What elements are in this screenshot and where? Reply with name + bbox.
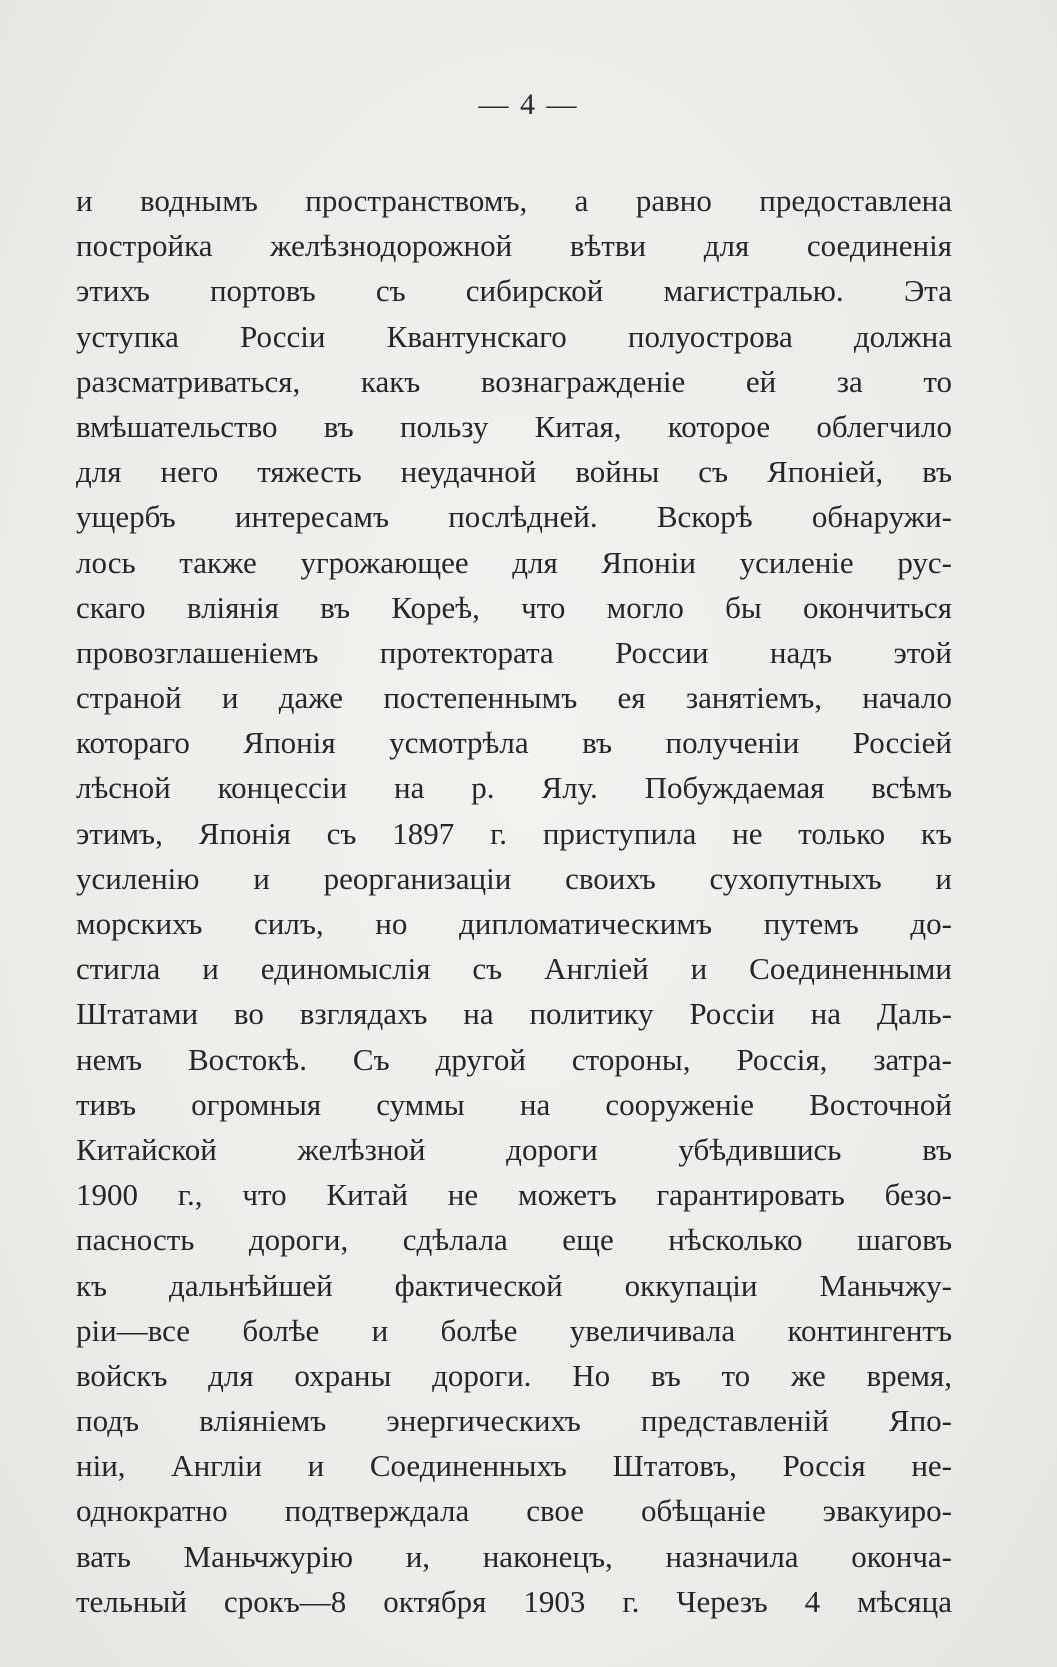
text-line: постройка желѣзнодорожной вѣтви для соединенія: [76, 228, 952, 264]
text-line: войскъ для охраны дороги. Но въ то же время,: [76, 1357, 952, 1393]
text-line: къ дальнѣйшей фактической оккупаціи Маньчжу-: [76, 1267, 952, 1303]
text-line: ріи—все болѣе и болѣе увеличивала контингентъ: [76, 1312, 952, 1348]
text-line: усиленію и реорганизаціи своихъ сухопутныхъ и: [76, 860, 952, 896]
text-line: для него тяжесть неудачной войны съ Японіей, въ: [76, 454, 952, 490]
text-line: 1900 г., что Китай не можетъ гарантировать безо-: [76, 1177, 952, 1213]
text-line: уступка Россіи Квантунскаго полуострова должна: [76, 318, 952, 354]
text-line: и воднымъ пространствомъ, а равно предоставлена: [76, 183, 952, 218]
text-line: тивъ огромныя суммы на сооруженіе Восточной: [76, 1086, 952, 1122]
text-line: ущербъ интересамъ послѣдней. Вскорѣ обнаружи-: [76, 499, 952, 535]
text-line: этихъ портовъ съ сибирской магистралью. Эта: [76, 273, 952, 309]
text-line: котораго Японія усмотрѣла въ полученіи Россіей: [76, 725, 952, 761]
text-line: немъ Востокѣ. Съ другой стороны, Россія, затра-: [76, 1041, 952, 1077]
text-line: разсматриваться, какъ вознагражденіе ей за то: [76, 363, 952, 399]
text-line: Китайской желѣзной дороги убѣдившись въ: [76, 1131, 952, 1167]
text-line: вать Маньчжурію и, наконецъ, назначила оконча-: [76, 1538, 952, 1574]
text-line: Штатами во взглядахъ на политику Россіи на Даль-: [76, 996, 952, 1032]
text-line: провозглашеніемъ протектората России надъ этой: [76, 634, 952, 670]
text-line: страной и даже постепеннымъ ея занятіемъ, начало: [76, 680, 952, 716]
text-line: стигла и единомыслія съ Англіей и Соединенными: [76, 951, 952, 987]
text-line: скаго вліянія въ Кореѣ, что могло бы окончиться: [76, 589, 952, 625]
text-line: морскихъ силъ, но дипломатическимъ путемъ до-: [76, 906, 952, 941]
text-line: ніи, Англіи и Соединенныхъ Штатовъ, Россія не-: [76, 1448, 952, 1484]
text-line: лѣсной концессіи на р. Ялу. Побуждаемая всѣмъ: [76, 770, 952, 806]
text-line: вмѣшательство въ пользу Китая, которое облегчило: [76, 408, 952, 444]
text-line: подъ вліяніемъ энергическихъ представленій Япо-: [76, 1403, 952, 1439]
body-text: [76, 178, 952, 1624]
text-line: пасность дороги, сдѣлала еще нѣсколько шаговъ: [76, 1222, 952, 1258]
text-line: тельный срокъ—8 октября 1903 г. Черезъ 4 мѣсяца: [76, 1583, 952, 1619]
page-number: — 4 —: [478, 88, 579, 121]
text-line: однократно подтверждала свое обѣщаніе эвакуиро-: [76, 1493, 952, 1529]
text-line: этимъ, Японія съ 1897 г. приступила не только къ: [76, 815, 952, 851]
text-line: лось также угрожающее для Японіи усиленіе рус-: [76, 544, 952, 580]
